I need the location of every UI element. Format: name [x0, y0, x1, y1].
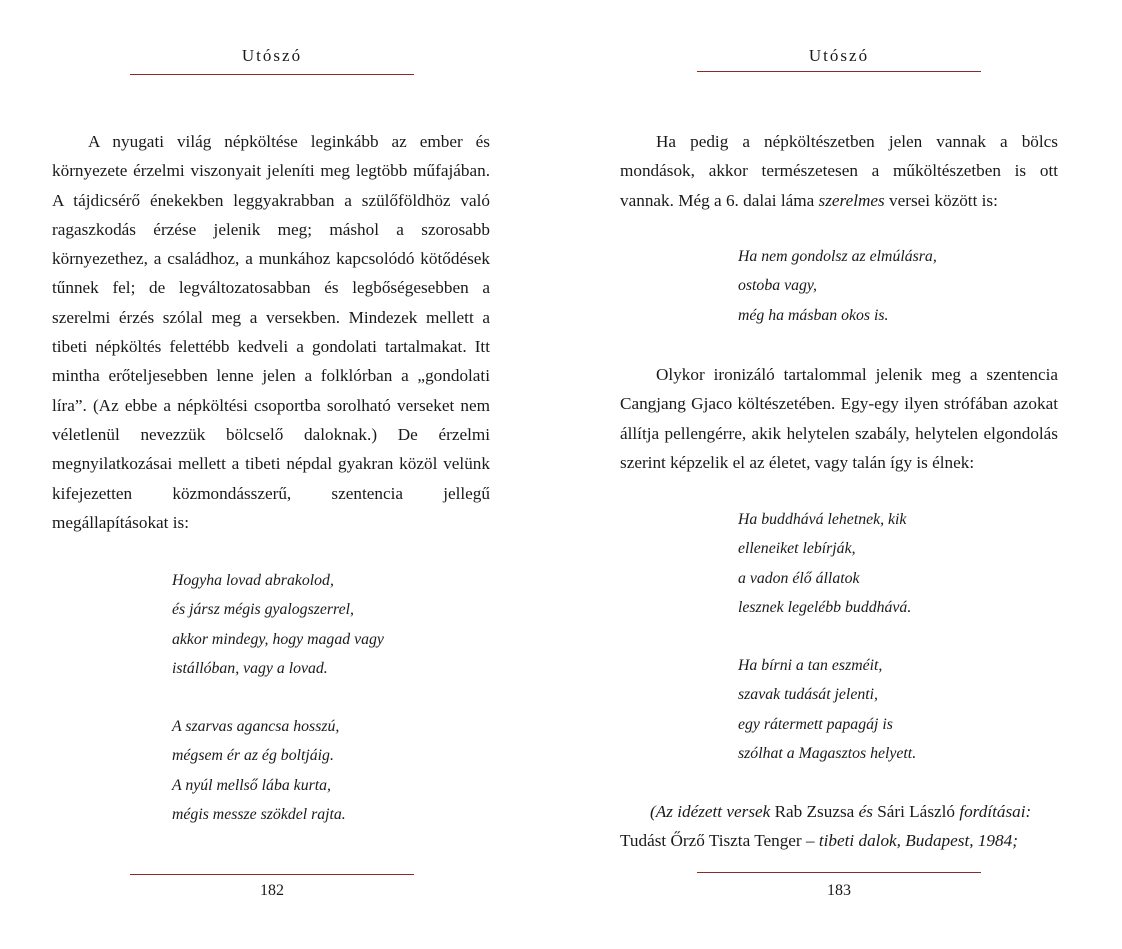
verse-line: Ha nem gondolsz az elmúlásra,	[738, 248, 937, 265]
citation-book-title: Tudást Őrző Tiszta Tenger	[620, 831, 802, 851]
verse-line: ostoba vagy,	[738, 277, 817, 295]
citation-line-2	[620, 826, 1060, 855]
verse-stanza-3	[738, 651, 916, 768]
verse-line: Ha buddhává lehetnek, kik	[738, 511, 907, 528]
verse-line: elleneiket lebírják,	[738, 540, 856, 558]
verse-stanza-1	[172, 566, 384, 683]
header-rule	[697, 71, 981, 72]
running-head: Utószó	[808, 46, 870, 65]
verse-line: mégsem ér az ég boltjáig.	[172, 747, 334, 765]
citation-line-1	[620, 797, 1060, 826]
verse-line: mégis messze szökdel rajta.	[172, 805, 346, 823]
verse-stanza-1	[738, 242, 937, 330]
footer-rule	[130, 874, 414, 875]
paragraph-text: Olykor ironizáló tartalommal jelenik meg a szentencia Cangjang Gjaco költészetében. Egy-egy ilyen strófában azokat állítja pellengérre, akik helytelen szabály, helytelen elgondolás szerint képzelik el az életet, vagy talán így is élnek:	[620, 365, 1058, 472]
citation-dash: –	[805, 831, 815, 851]
citation-and: és	[858, 802, 873, 821]
verse-line: és jársz mégis gyalogszerrel,	[172, 601, 354, 619]
verse-line: egy rátermett papagáj is	[738, 715, 893, 733]
paragraph-text-end: versei között is:	[884, 190, 998, 210]
verse-line: Ha bírni a tan eszméit,	[738, 657, 883, 674]
paragraph-text: A nyugati világ népköltése leginkább az ember és környezete érzelmi viszonyait jeleníti meg legtöbb műfajában. A tájdicsérő énekekben leggyakrabban a szülőföldhöz való ragaszkodás érzése jelenik meg; máshol a szorosabb környezethez, a családhoz, a munkához kapcsolódó kötődések tűnnek fel; de legváltozatosabban és legbőségesebben a szerelmi érzés szólal meg a versekben. Mindezek mellett a tibeti népköltés felettébb kedveli a gondolati tartalmakat. Itt mintha erőteljesebben lenne jelen a folklórban a „gondolati líra”. (Az ebbe a népköltési csoportba sorolható verseket nem véletlenül nevezzük bölcselő daloknak.) De érzelmi megnyilatkozásai mellett a tibeti népdal gyakran közöl velünk kifejezetten közmondásszerű, szentencia jellegű megállapításokat is:	[52, 132, 490, 532]
verse-line: szavak tudását jelenti,	[738, 686, 878, 704]
verse-stanza-2	[172, 712, 346, 829]
verse-line: Hogyha lovad abrakolod,	[172, 572, 334, 589]
citation-open: (Az idézett versek	[650, 802, 771, 821]
page-number: 182	[260, 882, 284, 899]
verse-line: lesznek legelébb buddhává.	[738, 598, 912, 616]
citation-translator-2: Sári László	[877, 802, 956, 821]
citation-subtitle: tibeti dalok, Budapest, 1984;	[818, 831, 1018, 851]
citation-translations: fordításai:	[959, 802, 1032, 821]
paragraph-italic-word: szerelmes	[818, 190, 885, 210]
verse-line: szólhat a Magasztos helyett.	[738, 744, 917, 762]
verse-stanza-2	[738, 505, 911, 622]
verse-line: istállóban, vagy a lovad.	[172, 659, 328, 677]
verse-line: még ha másban okos is.	[738, 306, 889, 324]
paragraph-text-start: Ha pedig a népköltészetben jelen vannak a bölcs mondások, akkor természetesen a műköltészetben is ott vannak. Még a 6. dalai láma	[620, 132, 1058, 210]
paragraph-text	[620, 127, 1058, 215]
verse-line: A szarvas agancsa hosszú,	[172, 718, 340, 735]
verse-line: A nyúl mellső lába kurta,	[172, 776, 331, 794]
verse-line: akkor mindegy, hogy magad vagy	[172, 630, 384, 648]
right-page	[561, 0, 1122, 949]
header-rule	[130, 74, 414, 75]
body-paragraph-1	[620, 127, 1058, 215]
running-head: Utószó	[241, 46, 303, 65]
page-number: 183	[827, 882, 851, 899]
verse-line: a vadon élő állatok	[738, 569, 860, 587]
citation-translator-1: Rab Zsuzsa	[774, 802, 855, 821]
footer-rule	[697, 872, 981, 873]
citation	[620, 797, 1060, 856]
body-paragraph-2	[620, 360, 1058, 477]
body-paragraph	[52, 127, 490, 537]
